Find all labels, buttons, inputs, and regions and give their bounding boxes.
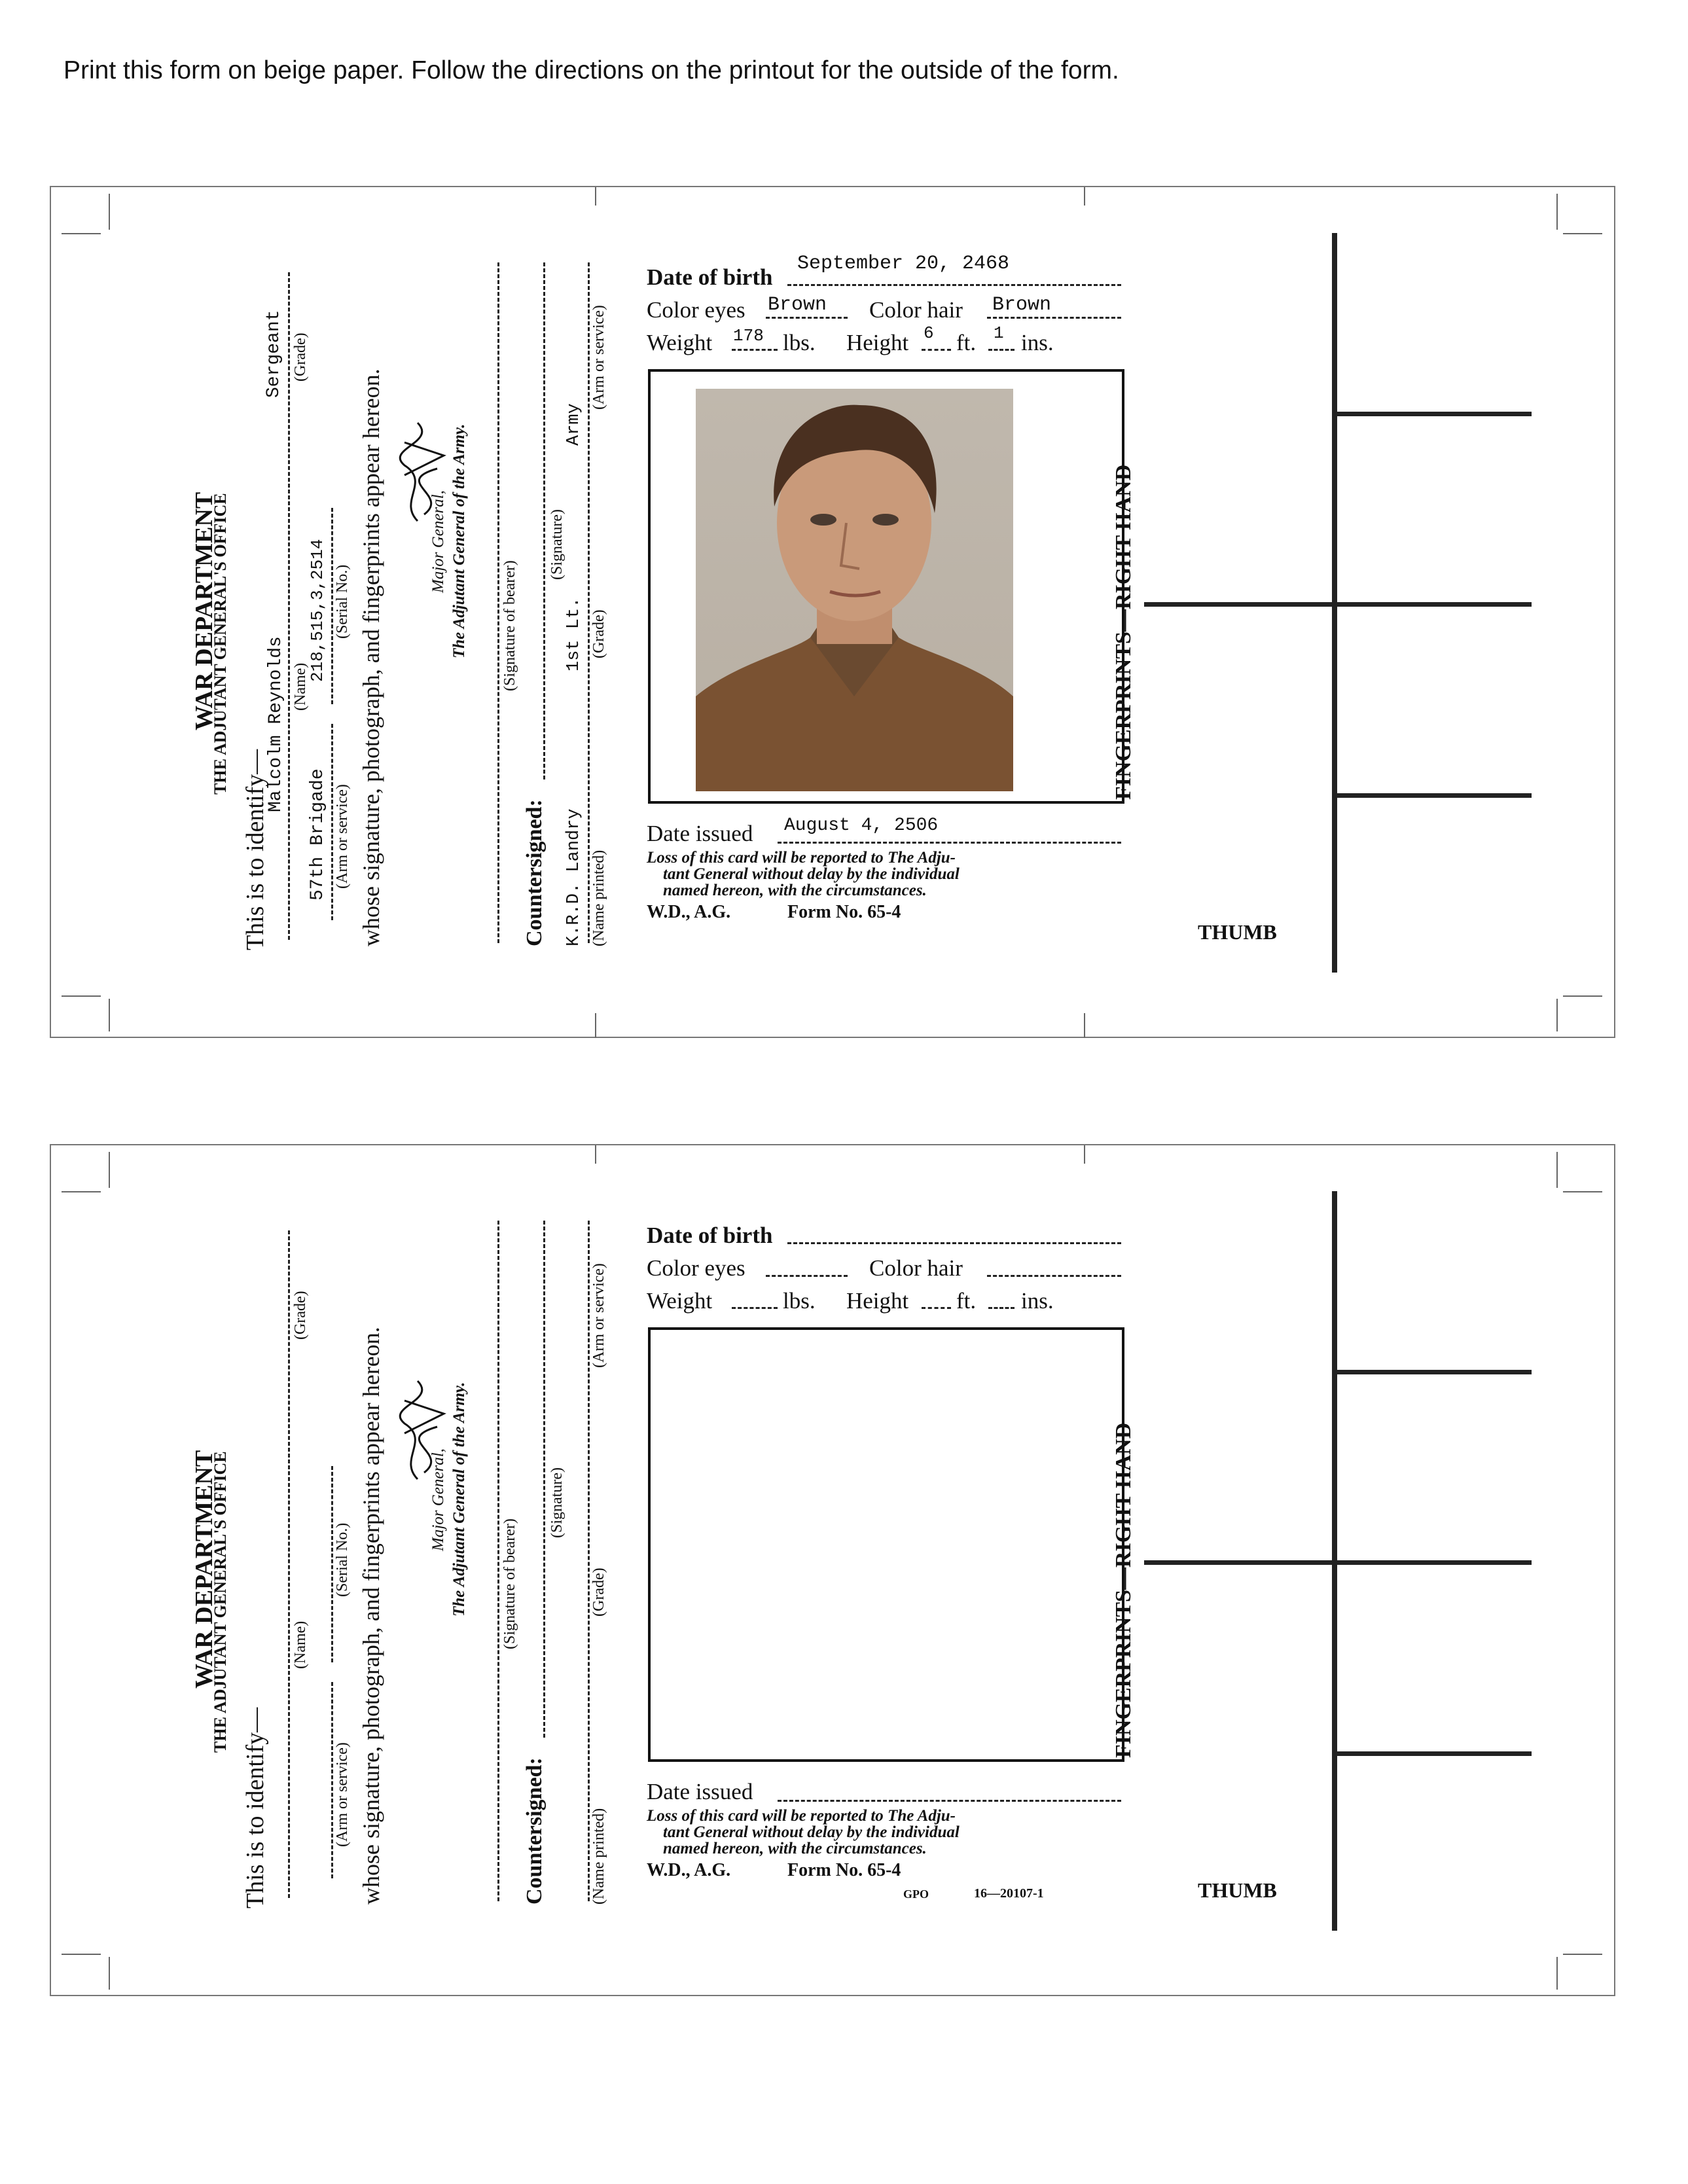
counter-sig-line: [543, 1221, 545, 1738]
finger-divider: [1335, 1560, 1532, 1565]
name-printed-caption: (Name printed): [590, 1808, 607, 1905]
loss-notice-2: tant General without delay by the individual: [663, 1823, 960, 1841]
height-in-line: [988, 349, 1015, 351]
loss-notice-1: Loss of this card will be reported to The Adju-: [647, 1807, 956, 1825]
countersigned-label: Countersigned:: [522, 1757, 547, 1905]
ft-label: ft.: [956, 1288, 977, 1314]
weight-line: [732, 1307, 778, 1309]
finger-divider: [1335, 1751, 1532, 1756]
crop-mark: [62, 995, 101, 997]
whose-statement: whose signature, photograph, and fingerprints appear hereon.: [358, 368, 384, 946]
counter-grade-caption: (Grade): [590, 609, 607, 658]
thumb-label: THUMB: [1198, 920, 1277, 944]
name-caption: (Name): [292, 1620, 309, 1669]
loss-notice-1: Loss of this card will be reported to The Adju-: [647, 849, 956, 867]
counter-line: [588, 1221, 590, 1901]
fingerprints-title: FINGERPRINTS—RIGHT HAND: [1111, 464, 1136, 800]
hair-label: Color hair: [869, 1255, 963, 1281]
crop-mark: [109, 1152, 110, 1188]
crop-mark: [595, 187, 596, 206]
eyes-label: Color eyes: [647, 297, 745, 323]
countersigned-label: Countersigned:: [522, 799, 547, 946]
gpo-label: GPO: [903, 1888, 929, 1901]
hair-label: Color hair: [869, 297, 963, 323]
serial-value: 218,515,3,2514: [308, 539, 327, 682]
name-line: [288, 1230, 290, 1898]
arm-caption: (Arm or service): [334, 1742, 351, 1847]
counter-sig-caption: (Signature): [548, 1467, 566, 1538]
thumb-label: THUMB: [1198, 1878, 1277, 1902]
height-in-value: 1: [994, 323, 1004, 343]
serial-line: [331, 1466, 333, 1662]
form-number: Form No. 65-4: [787, 902, 901, 922]
crop-mark: [109, 1957, 110, 1990]
finger-divider: [1144, 1560, 1334, 1565]
dob-value: September 20, 2468: [797, 253, 1010, 275]
counter-grade-value: 1st Lt.: [564, 597, 584, 671]
grade-value: Sergeant: [264, 310, 284, 398]
issued-line: [778, 1800, 1121, 1802]
dob-label: Date of birth: [647, 1223, 773, 1248]
finger-divider: [1335, 1370, 1532, 1374]
office-title: THE ADJUTANT GENERAL'S OFFICE: [211, 1451, 230, 1753]
issued-value: August 4, 2506: [784, 815, 939, 836]
grade-caption: (Grade): [292, 1291, 309, 1340]
major-general: Major General,: [429, 1448, 447, 1551]
loss-notice-2: tant General without delay by the individual: [663, 865, 960, 883]
counter-sig-caption: (Signature): [548, 509, 566, 580]
issued-line: [778, 842, 1121, 844]
counter-sig-line: [543, 262, 545, 779]
id-card-filled: [50, 186, 1615, 1038]
finger-divider: [1335, 412, 1532, 416]
identify-label: This is to identify—: [242, 749, 269, 950]
crop-mark: [1084, 1145, 1085, 1164]
finger-divider: [1335, 793, 1532, 798]
crop-mark: [62, 233, 101, 234]
form-number: Form No. 65-4: [787, 1860, 901, 1880]
arm-caption: (Arm or service): [334, 784, 351, 889]
crop-mark: [62, 1954, 101, 1955]
bearer-photo: [696, 389, 1013, 791]
hair-line: [987, 1275, 1121, 1277]
issued-label: Date issued: [647, 1779, 753, 1804]
name-printed-caption: (Name printed): [590, 850, 607, 946]
crop-mark: [1084, 1013, 1085, 1038]
dob-line: [787, 284, 1121, 286]
loss-notice-3: named hereon, with the circumstances.: [663, 1840, 927, 1857]
ins-label: ins.: [1021, 1288, 1054, 1314]
fingerprints-title: FINGERPRINTS—RIGHT HAND: [1111, 1422, 1136, 1758]
gpo-number: 16—20107-1: [974, 1886, 1044, 1901]
crop-mark: [1556, 1957, 1558, 1990]
hair-value: Brown: [992, 294, 1052, 316]
eyes-line: [766, 317, 848, 319]
crop-mark: [1563, 1954, 1602, 1955]
counter-name-value: K.R.D. Landry: [564, 808, 584, 946]
crop-mark: [1563, 995, 1602, 997]
counter-arm-caption: (Arm or service): [590, 305, 607, 410]
identify-label: This is to identify—: [242, 1707, 269, 1908]
id-card-blank: [50, 1144, 1615, 1996]
counter-grade-caption: (Grade): [590, 1567, 607, 1617]
wd-ag: W.D., A.G.: [647, 902, 731, 922]
hair-line: [987, 317, 1121, 319]
name-value: Malcolm Reynolds: [266, 636, 286, 812]
crop-mark: [1556, 999, 1558, 1031]
grade-caption: (Grade): [292, 332, 309, 382]
crop-mark: [1563, 1191, 1602, 1192]
weight-value: 178: [733, 326, 764, 346]
height-label: Height: [846, 1288, 909, 1314]
crop-mark: [1084, 187, 1085, 206]
crop-mark: [1556, 1152, 1558, 1188]
crop-mark: [109, 999, 110, 1031]
height-ft-line: [922, 349, 951, 351]
weight-line: [732, 349, 778, 351]
adjutant-general: The Adjutant General of the Army.: [450, 423, 468, 658]
bearer-sig-line: [497, 1221, 499, 1901]
height-label: Height: [846, 330, 909, 355]
wd-ag: W.D., A.G.: [647, 1860, 731, 1880]
height-in-line: [988, 1307, 1015, 1309]
dept-title: WAR DEPARTMENT: [190, 492, 218, 730]
eyes-line: [766, 1275, 848, 1277]
eyes-label: Color eyes: [647, 1255, 745, 1281]
weight-label: Weight: [647, 1288, 713, 1314]
dob-label: Date of birth: [647, 264, 773, 290]
print-instruction: Print this form on beige paper. Follow the directions on the printout for the outside of the form.: [63, 56, 1119, 84]
loss-notice-3: named hereon, with the circumstances.: [663, 882, 927, 899]
height-ft-value: 6: [924, 323, 934, 343]
arm-line: [331, 1682, 333, 1878]
arm-value: 57th Brigade: [308, 768, 328, 901]
whose-statement: whose signature, photograph, and fingerprints appear hereon.: [358, 1327, 384, 1905]
crop-mark: [62, 1191, 101, 1192]
issued-label: Date issued: [647, 821, 753, 846]
crop-mark: [109, 194, 110, 230]
finger-divider: [1335, 602, 1532, 607]
major-general: Major General,: [429, 490, 447, 593]
bearer-sig-caption: (Signature of bearer): [501, 1518, 518, 1649]
height-ft-line: [922, 1307, 951, 1309]
arm-line: [331, 724, 333, 920]
office-title: THE ADJUTANT GENERAL'S OFFICE: [211, 493, 230, 795]
lbs-label: lbs.: [783, 1288, 816, 1314]
counter-arm-caption: (Arm or service): [590, 1263, 607, 1368]
dept-title: WAR DEPARTMENT: [190, 1450, 218, 1689]
weight-label: Weight: [647, 330, 713, 355]
serial-caption: (Serial No.): [334, 564, 351, 639]
serial-line: [331, 508, 333, 704]
crop-mark: [1556, 194, 1558, 230]
counter-line: [588, 262, 590, 943]
eyes-value: Brown: [768, 294, 827, 316]
crop-mark: [1563, 233, 1602, 234]
ins-label: ins.: [1021, 330, 1054, 355]
serial-caption: (Serial No.): [334, 1522, 351, 1597]
crop-mark: [595, 1145, 596, 1164]
name-caption: (Name): [292, 662, 309, 711]
ft-label: ft.: [956, 330, 977, 355]
crop-mark: [595, 1013, 596, 1038]
photo-frame: [648, 1327, 1124, 1762]
adjutant-general: The Adjutant General of the Army.: [450, 1382, 468, 1617]
finger-divider: [1144, 602, 1334, 607]
bearer-sig-line: [497, 262, 499, 943]
bearer-sig-caption: (Signature of bearer): [501, 560, 518, 691]
dob-line: [787, 1242, 1121, 1244]
lbs-label: lbs.: [783, 330, 816, 355]
counter-arm-value: Army: [564, 403, 584, 446]
name-line: [288, 272, 290, 940]
